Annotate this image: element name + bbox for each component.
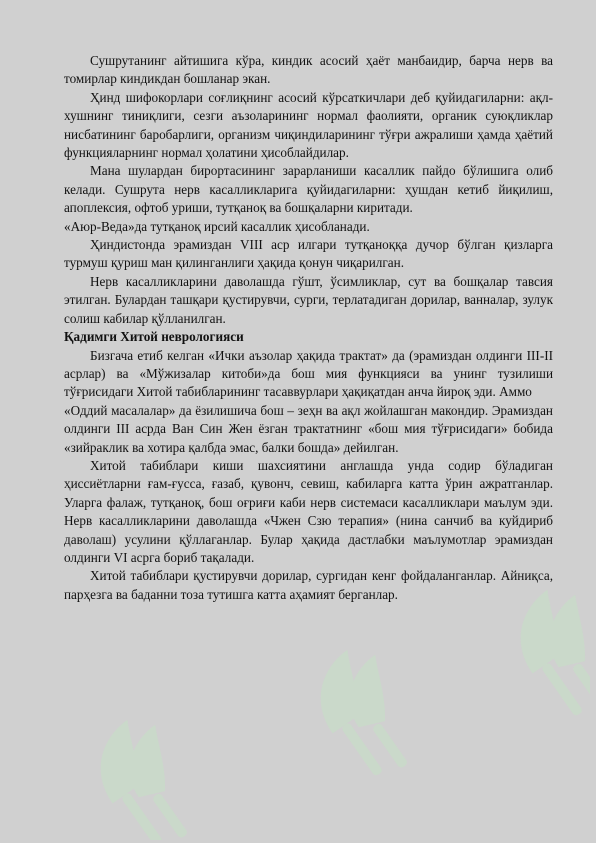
paragraph: Ҳинд шифокорлари соғлиқнинг асосий кўрсаткичлари деб қуйидагиларни: ақл-хушнинг тиниқлиги, сезги аъзоларининг нормал фаолияти, органик суюқликлар нисбатининг баробарлиги, организм чиқиндиларининг тўғри ажралиши ҳамда ҳаётий функцияларнинг нормал ҳолатини ҳисоблайдилар. bbox=[64, 89, 553, 161]
paragraph: Ҳиндистонда эрамиздан VIII аср илгари тутқаноққа дучор бўлган қизларга турмуш қуриш ман қилинганлиги ҳақида қонун чиқарилган. bbox=[64, 237, 553, 271]
paragraph: Хитой табиблари киши шахсиятини англашда унда содир бўладиган ҳиссиётларни ғам-ғусса, ғазаб, қувонч, севиш, кабиларга катта ўрин ажратганлар. Уларга фалаж, тутқаноқ, бош оғриғи каби нерв системаси касалликлари маълум эди. Нерв касалликларини даволашда «Чжен Сзю терапия» (нина санчиб ва куйдириб даволаш) усулини қўллаганлар. Булар ҳақида дастлабки маълумотлар эрамиздан олдинги VI асрга бориб тақалади. bbox=[64, 457, 553, 565]
paragraph: Мана шулардан бирортасининг зарарланиши касаллик пайдо бўлишига олиб келади. Сушрута нерв касалликларига қуйидагиларни: ҳушдан кетиб йиқилиш, апоплексия, офтоб уриши, тутқаноқ ва бошқаларни киритади. bbox=[64, 163, 553, 216]
paragraph: Сушрутанинг айтишига кўра, киндик асосий ҳаёт манбаидир, барча нерв ва томирлар киндикдан бошланар экан. bbox=[64, 53, 553, 87]
document-page bbox=[64, 52, 553, 604]
paragraph: «Аюр-Веда»да тутқаноқ ирсий касаллик ҳисобланади. bbox=[64, 218, 370, 234]
paragraph: Бизгача етиб келган «Ички аъзолар ҳақида трактат» да (эрамиздан олдинги III-II асрлар) ва «Мўжизалар китоби»да бош мия функцияси ва унинг тузилиши тўғрисидаги Хитой табибларининг тасаввурлари ҳақиқатдан анча йироқ эди. Аммо bbox=[64, 347, 553, 400]
paragraph: «Оддий масалалар» да ёзилишича бош – зеҳн ва ақл жойлашган макондир. Эрамиздан олдинги III асрда Ван Син Жен ёзган трактатнинг «бош мия тўғрисидаги» бобида «зийраклик ва хотира қалбда эмас, балки бошда» дейилган. bbox=[64, 402, 553, 455]
paragraph: Нерв касалликларини даволашда гўшт, ўсимликлар, сут ва бошқалар тавсия этилган. Булардан ташқари қустирувчи, сурги, терлатадиган дорилар, ванналар, зулук солиш кабилар қўлланилган. bbox=[64, 273, 553, 326]
paragraph: Хитой табиблари қустирувчи дорилар, сургидан кенг фойдаланганлар. Айниқса, парҳезга ва баданни тоза тутишга катта аҳамият берганлар. bbox=[64, 568, 553, 602]
section-heading: Қадимги Хитой неврологияси bbox=[64, 329, 244, 345]
